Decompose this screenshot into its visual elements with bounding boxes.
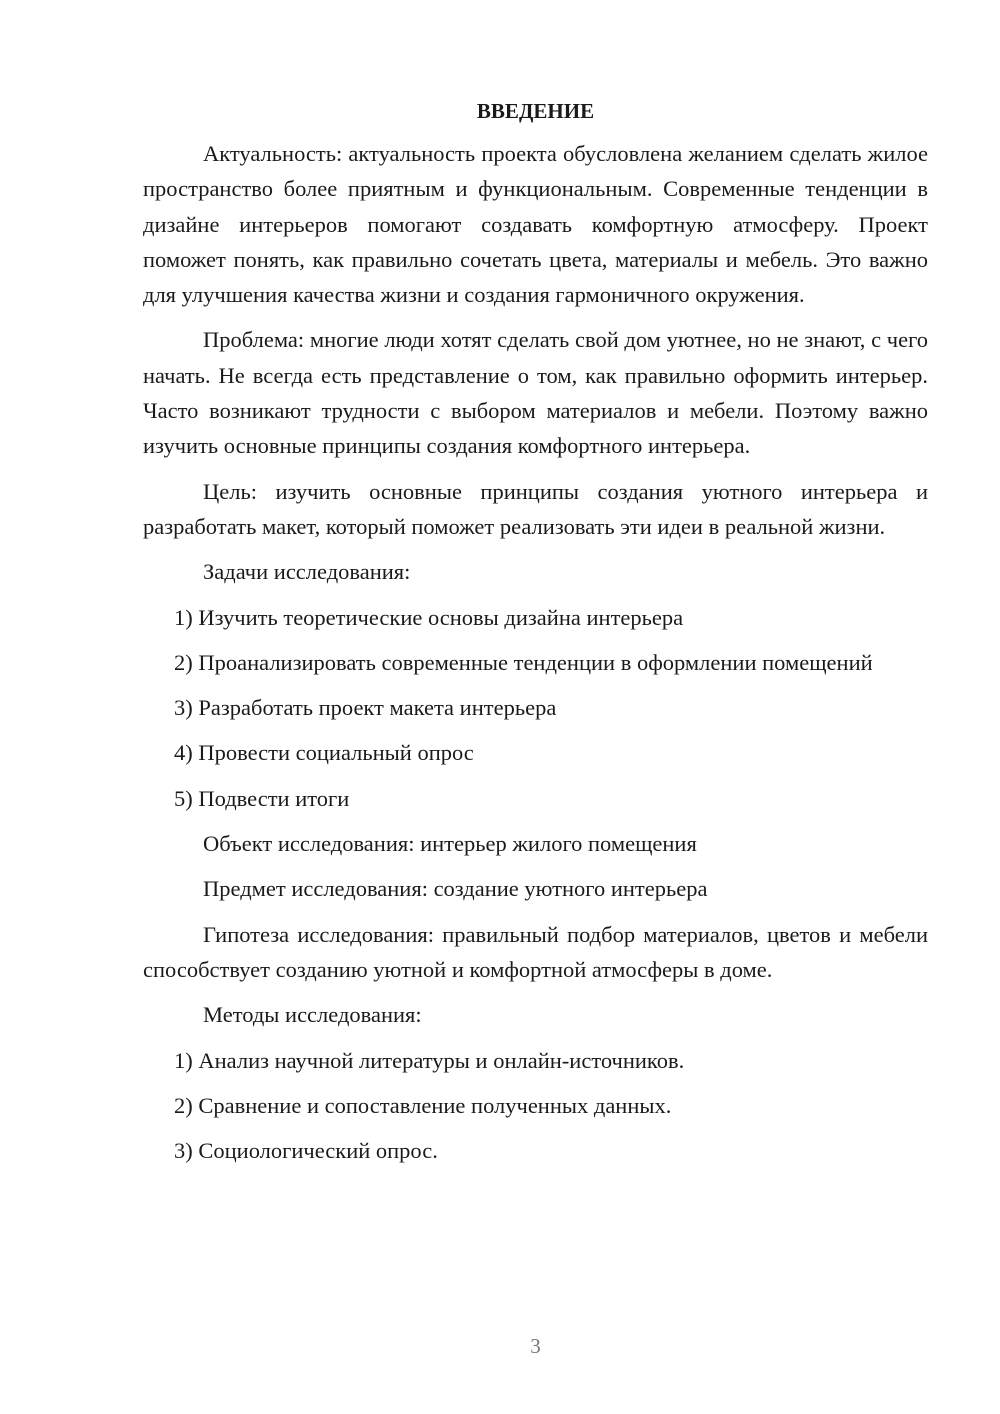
- paragraph-object: Объект исследования: интерьер жилого помещения: [203, 831, 697, 857]
- task-item-1: 1) Изучить теоретические основы дизайна интерьера: [174, 604, 684, 630]
- methods-heading: Методы исследования:: [203, 1002, 422, 1028]
- task-item-2: 2) Проанализировать современные тенденции в оформлении помещений: [174, 649, 873, 675]
- paragraph-goal: Цель: изучить основные принципы создания уютного интерьера и разработать макет, который поможет реализовать эти идеи в реальной жизни.: [143, 478, 928, 539]
- method-item-1: 1) Анализ научной литературы и онлайн-источников.: [174, 1047, 685, 1073]
- paragraph-problem: Проблема: многие люди хотят сделать свой дом уютнее, но не знают, с чего начать. Не всегда есть представление о том, как правильно оформить интерьер. Часто возникают трудности с выбором материалов и мебели. Поэтому важно изучить основные принципы создания комфортного интерьера.: [143, 327, 928, 459]
- task-item-5: 5) Подвести итоги: [174, 785, 350, 811]
- paragraph-hypothesis: Гипотеза исследования: правильный подбор материалов, цветов и мебели способствует созданию уютной и комфортной атмосферы в доме.: [143, 921, 928, 982]
- task-item-3: 3) Разработать проект макета интерьера: [174, 695, 557, 721]
- tasks-heading: Задачи исследования:: [203, 559, 411, 585]
- paragraph-relevance: Актуальность: актуальность проекта обусловлена желанием сделать жилое пространство более приятным и функциональным. Современные тенденции в дизайне интерьеров помогают создавать комфортную атмосферу. Проект поможет понять, как правильно сочетать цвета, материалы и мебель. Это важно для улучшения качества жизни и создания гармоничного окружения.: [143, 141, 928, 308]
- task-item-4: 4) Провести социальный опрос: [174, 740, 474, 766]
- page-title: ВВЕДЕНИЕ: [476, 99, 595, 123]
- document-page: [143, 96, 928, 1178]
- page-number: 3: [530, 1334, 541, 1358]
- method-item-3: 3) Социологический опрос.: [174, 1138, 438, 1164]
- method-item-2: 2) Сравнение и сопоставление полученных данных.: [174, 1092, 672, 1118]
- paragraph-subject: Предмет исследования: создание уютного интерьера: [203, 876, 708, 902]
